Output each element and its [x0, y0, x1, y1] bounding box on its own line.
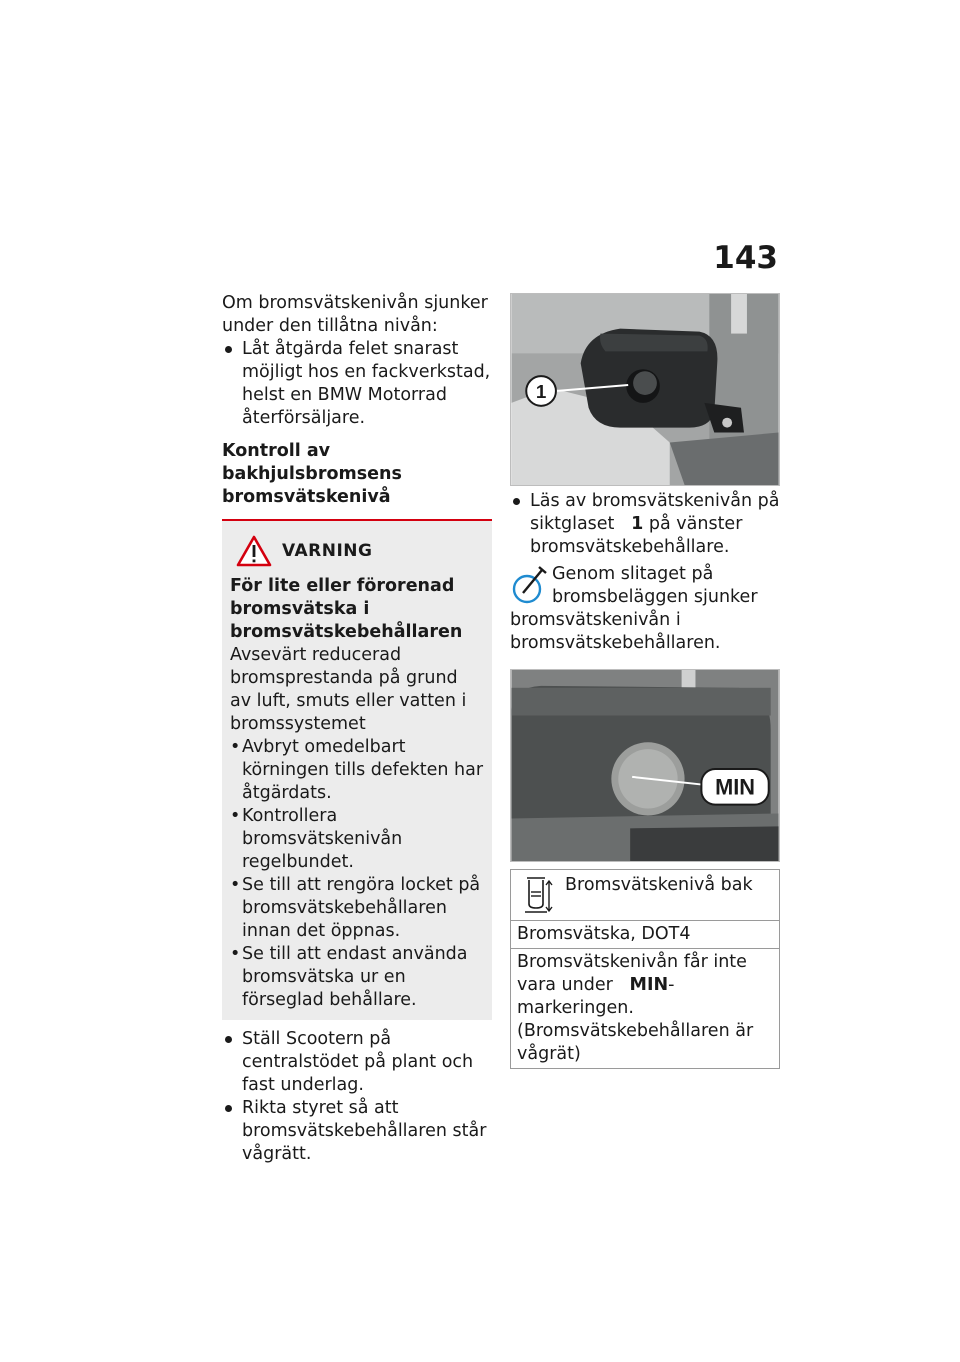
warning-list [230, 736, 484, 1012]
spec-fluid-row [511, 920, 779, 948]
read-step-list [510, 490, 780, 559]
spec-rule-mark: MIN [629, 975, 669, 995]
list-item: Låt åtgärda felet snarast möjligt hos en fackverkstad, helst en BMW Motorrad återförsäljare. [222, 338, 492, 430]
spec-table [510, 869, 780, 1069]
read-step-suffix: på vänster bromsvätskebehållare. [530, 514, 743, 557]
warning-title: För lite eller förorenad bromsvätska i bromsvätskebehållaren [230, 576, 463, 642]
spec-header-row [511, 870, 779, 920]
spec-rule-suffix: -markeringen. [517, 975, 675, 1018]
list-item [510, 490, 780, 559]
intro-text: Om bromsvätskenivån sjunker under den tillåtna nivån: [222, 293, 488, 336]
intro-bullet-list [222, 338, 492, 430]
warning-label: VARNING [282, 540, 373, 561]
warning-box [222, 519, 492, 1020]
page-number: 143 [713, 240, 778, 276]
right-column [510, 293, 780, 1069]
spec-rule-prefix: Bromsvätskenivån får inte vara under [517, 952, 747, 995]
spec-rule-row [511, 948, 779, 1068]
section-heading: Kontroll av bakhjulsbromsens bromsvätskenivå [222, 441, 402, 507]
brake-fluid-level-icon [521, 874, 553, 914]
figure-callout-min: MIN [715, 774, 756, 800]
warning-text: Avsevärt reducerad bromsprestanda på grund av luft, smuts eller vatten i bromssystemet [230, 645, 467, 734]
min-mark-photo [510, 669, 780, 862]
spec-title: Bromsvätskenivå bak [565, 875, 753, 895]
list-item: Rikta styret så att bromsvätskebehållaren står vågrätt. [222, 1097, 492, 1166]
figure-callout-1: 1 [535, 380, 547, 402]
note-text: Genom slitaget på bromsbeläggen sjunker bromsvätskenivån i bromsvätskebehållaren. [510, 564, 758, 653]
steps-list [222, 1028, 492, 1166]
spec-condition: (Bromsvätskebehållaren är vågrät) [517, 1021, 754, 1064]
note-icon [510, 563, 550, 607]
list-item: • Se till att rengöra locket på bromsvätskebehållaren innan det öppnas. [230, 874, 484, 943]
note-block [510, 563, 780, 655]
spec-fluid: Bromsvätska, DOT4 [517, 924, 691, 944]
list-item: • Avbryt omedelbart körningen tills defekten har åtgärdats. [230, 736, 484, 805]
warning-header [230, 535, 484, 567]
reservoir-photo [510, 293, 780, 486]
read-step-ref: 1 [631, 514, 644, 534]
list-item: Ställ Scootern på centralstödet på plant och fast underlag. [222, 1028, 492, 1097]
left-column [222, 292, 492, 1166]
read-step-prefix: Läs av bromsvätskenivån på siktglaset [530, 491, 780, 534]
list-item: • Kontrollera bromsvätskenivån regelbundet. [230, 805, 484, 874]
list-item: • Se till att endast använda bromsvätska ur en förseglad behållare. [230, 943, 484, 1012]
warning-triangle-icon [236, 535, 272, 567]
